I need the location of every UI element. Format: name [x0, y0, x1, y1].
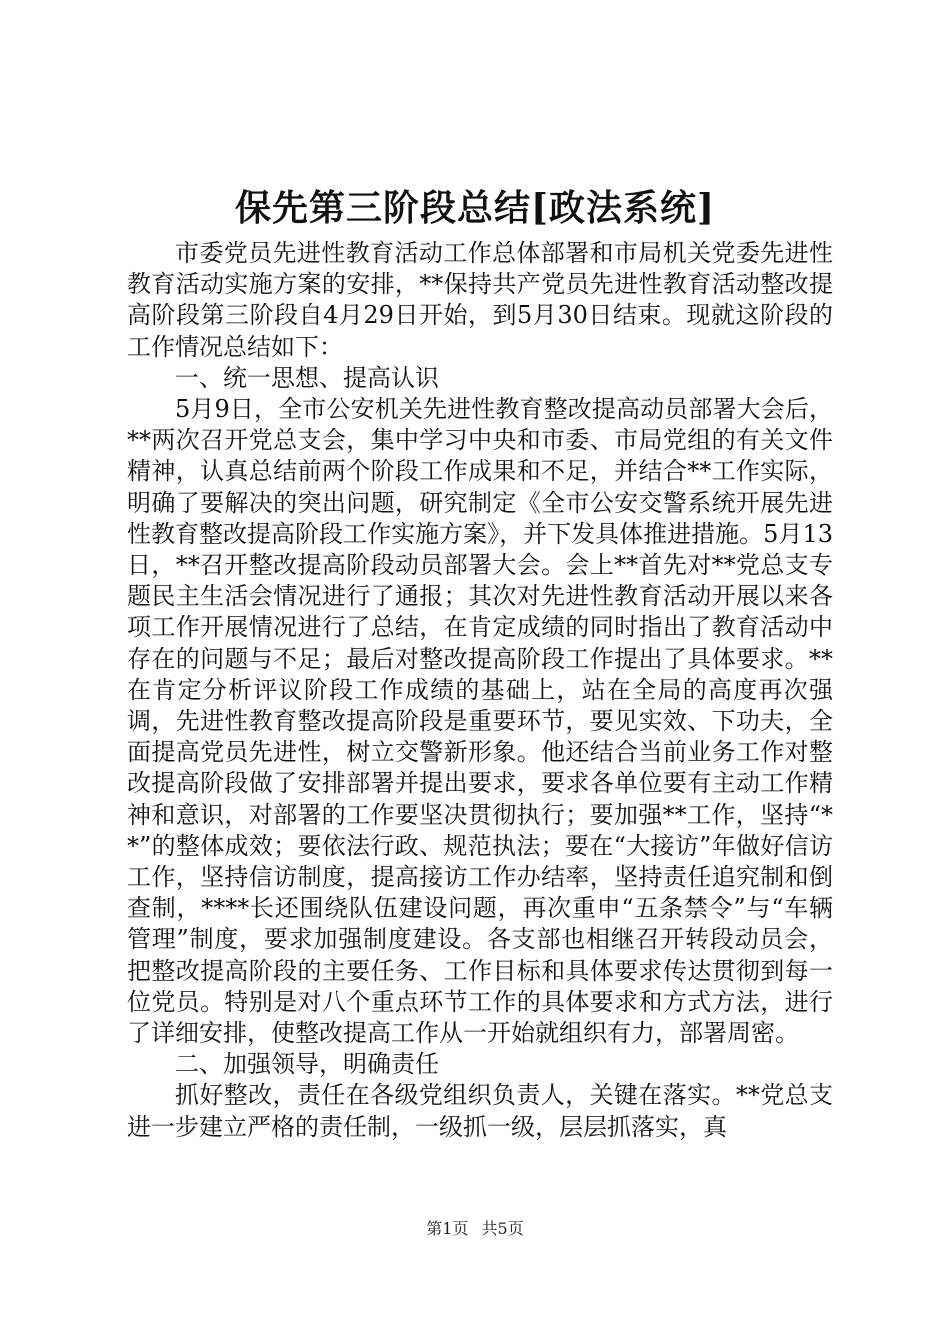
page-number: 第1页 — [426, 1219, 469, 1238]
document-title: 保先第三阶段总结[政法系统] — [234, 187, 716, 229]
paragraph-intro: 市委党员先进性教育活动工作总体部署和市局机关党委先进性教育活动实施方案的安排，**保持共产党员先进性教育活动整改提高阶段第三阶段自4月29日开始，到5月30日结束。现就这阶段的工作情况总结如下： — [127, 239, 833, 361]
document-body — [127, 238, 833, 1143]
paragraph-section-2: 抓好整改，责任在各级党组织负责人，关键在落实。**党总支进一步建立严格的责任制，一级抓一级，层层抓落实，真 — [127, 1081, 833, 1141]
page-footer — [0, 1216, 950, 1239]
section-heading-2: 二、加强领导，明确责任 — [175, 1050, 439, 1079]
page-total: 共5页 — [481, 1219, 524, 1238]
paragraph-section-1: 5月9日，全市公安机关先进性教育整改提高动员部署大会后，**两次召开党总支会，集中学习中央和市委、市局党组的有关文件精神，认真总结前两个阶段工作成果和不足，并结合**工作实际，明确了要解决的突出问题，研究制定《全市公安交警系统开展先进性教育整改提高阶段工作实施方案》，并下发具体推进措施。5月13日，**召开整改提高阶段动员部署大会。会上**首先对**党总支专题民主生活会情况进行了通报；其次对先进性教育活动开展以来各项工作开展情况进行了总结，在肯定成绩的同时指出了教育活动中存在的问题与不足；最后对整改提高阶段工作提出了具体要求。**在肯定分析评议阶段工作成绩的基础上，站在全局的高度再次强调，先进性教育整改提高阶段是重要环节，要见实效、下功夫，全面提高党员先进性，树立交警新形象。他还结合当前业务工作对整改提高阶段做了安排部署并提出要求，要求各单位要有主动工作精神和意识，对部署的工作要坚决贯彻执行；要加强**工作，坚持“**”的整体成效；要依法行政、规范执法；要在“大接访”年做好信访工作，坚持信访制度，提高接访工作办结率，坚持责任追究制和倒查制，****长还围绕队伍建设问题，再次重申“五条禁令”与“车辆管理”制度，要求加强制度建设。各支部也相继召开转段动员会，把整改提高阶段的主要任务、工作目标和具体要求传达贯彻到每一位党员。特别是对八个重点环节工作的具体要求和方式方法，进行了详细安排，使整改提高工作从一开始就组织有力，部署周密。 — [127, 395, 833, 1048]
section-heading-1: 一、统一思想、提高认识 — [175, 363, 439, 392]
